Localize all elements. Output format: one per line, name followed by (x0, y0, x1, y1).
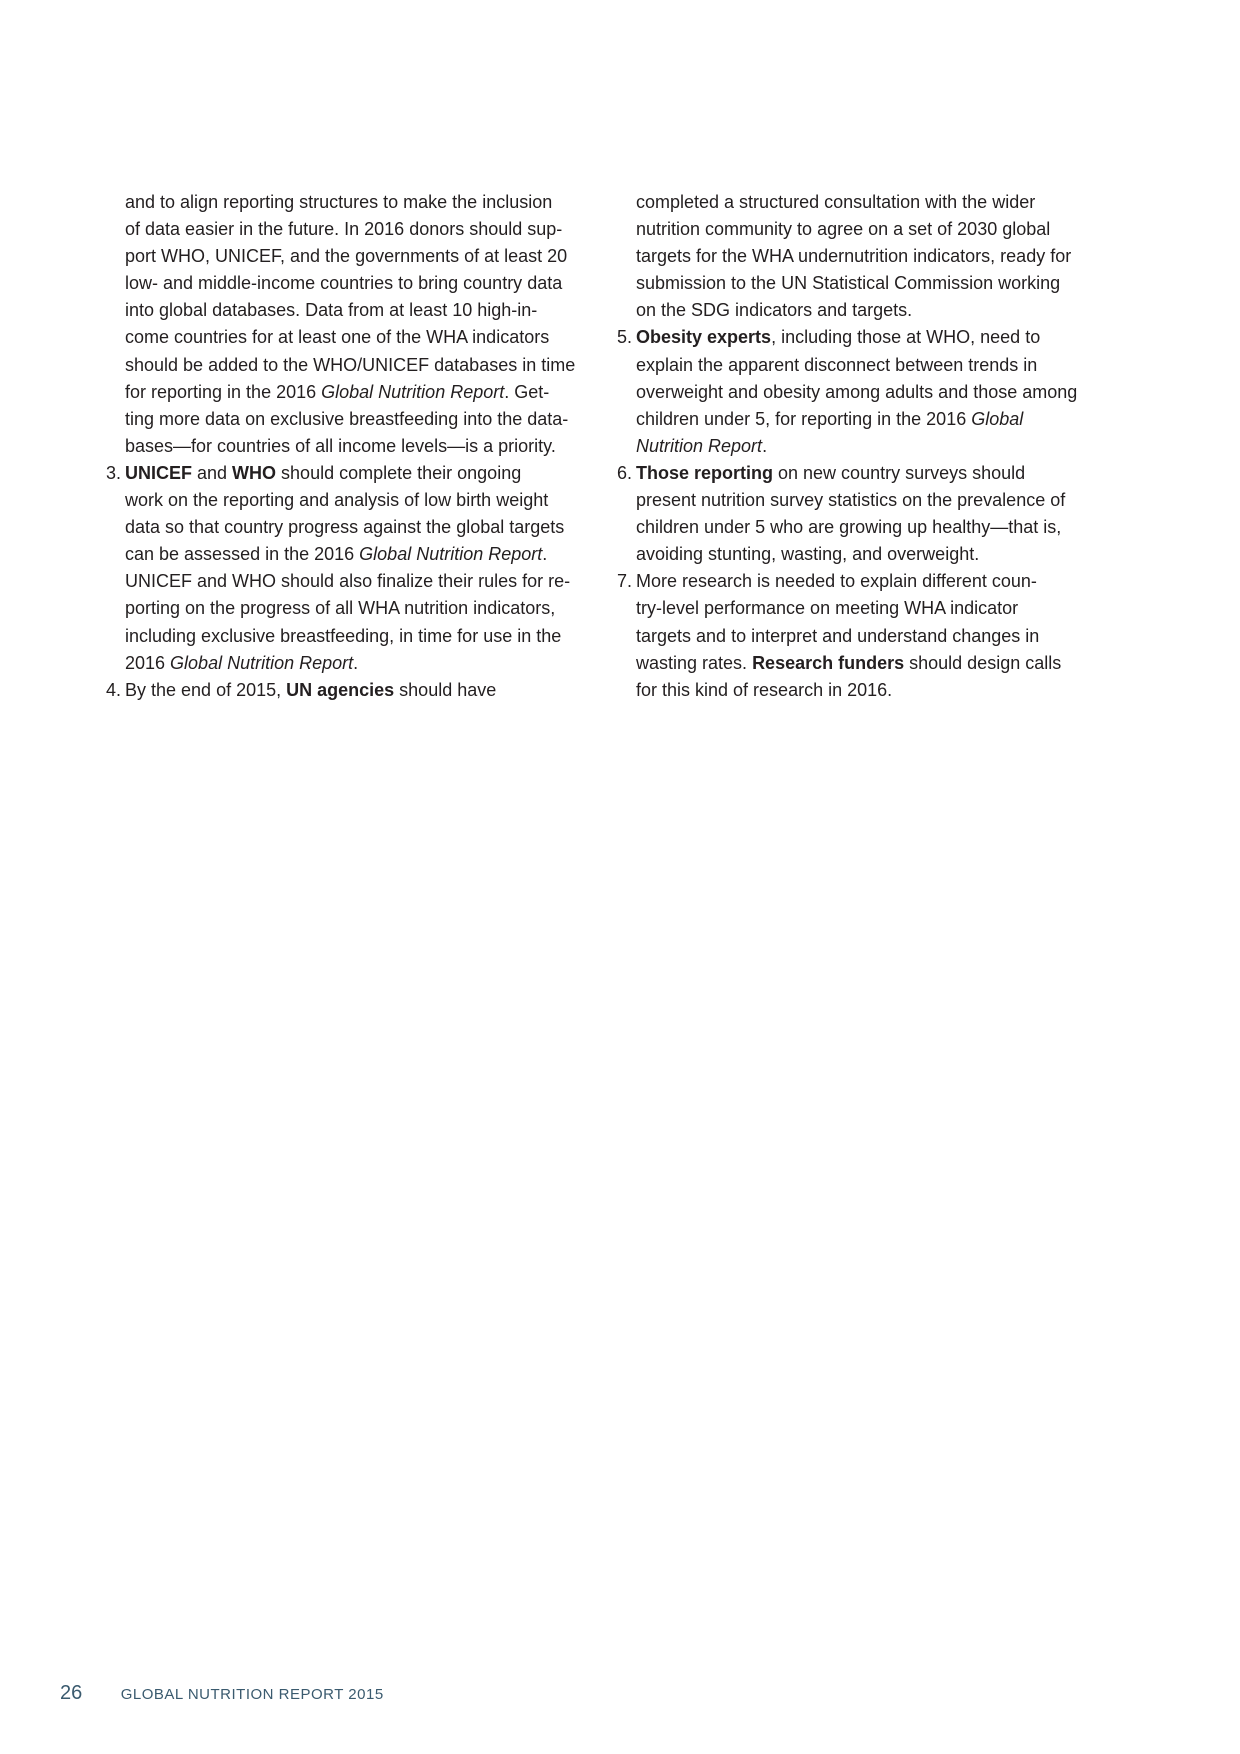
text-segment: for this kind of research in 2016. (636, 679, 893, 700)
text-line (125, 487, 582, 514)
text-line (636, 324, 1094, 351)
bold-text: Those reporting (636, 462, 774, 483)
text-segment: completed a structured consultation with the wider (636, 192, 1036, 212)
italic-text: Nutrition Report (636, 435, 763, 456)
text-segment: submission to the UN Statistical Commission working (636, 273, 1061, 294)
text-segment: should be added to the WHO/UNICEF databases in time (125, 354, 576, 375)
text-line (636, 460, 1094, 487)
text-line (636, 352, 1094, 379)
list-item (616, 568, 1094, 703)
text-segment: data so that country progress against the global targets (125, 517, 565, 538)
text-line (125, 460, 582, 487)
text-line (125, 568, 582, 595)
text-segment: bases—for countries of all income levels—is a priority. (125, 435, 556, 456)
text-line (125, 595, 582, 622)
text-segment: and (192, 462, 233, 483)
text-segment: and to align reporting structures to make the inclusion (125, 192, 553, 212)
list-number: 4. (105, 679, 121, 700)
text-line (636, 514, 1094, 541)
text-segment: targets for the WHA undernutrition indicators, ready for (636, 246, 1072, 267)
text-segment: should design calls (904, 652, 1062, 673)
text-line (125, 189, 582, 216)
text-segment: UNICEF and WHO should also finalize their rules for re- (125, 571, 571, 592)
list-number: 3. (105, 462, 121, 483)
list-item (616, 460, 1094, 568)
text-line (636, 487, 1094, 514)
italic-text: Global (971, 408, 1024, 429)
text-segment: should have (394, 679, 497, 700)
text-line (125, 270, 582, 297)
text-segment: children under 5 who are growing up healthy—that is, (636, 517, 1062, 538)
text-line (636, 189, 1094, 216)
paragraph (636, 189, 1094, 324)
text-segment: . (762, 435, 768, 456)
text-line (125, 406, 582, 433)
text-line (125, 541, 582, 568)
text-segment: for reporting in the 2016 (125, 381, 322, 402)
text-line (125, 677, 582, 704)
text-line (636, 568, 1094, 595)
text-segment: into global databases. Data from at least 10 high-in- (125, 300, 538, 321)
text-line (125, 379, 582, 406)
text-segment: porting on the progress of all WHA nutrition indicators, (125, 598, 556, 619)
text-segment: overweight and obesity among adults and those among (636, 381, 1078, 402)
text-line (636, 406, 1094, 433)
text-line (125, 433, 582, 460)
text-segment: children under 5, for reporting in the 2016 (636, 408, 972, 429)
text-line (636, 677, 1094, 704)
text-line (636, 541, 1094, 568)
bold-text: WHO (232, 462, 277, 483)
running-title: GLOBAL NUTRITION REPORT 2015 (120, 1686, 384, 1703)
text-line (636, 623, 1094, 650)
text-segment: By the end of 2015, (125, 679, 287, 700)
text-line (636, 243, 1094, 270)
text-segment: low- and middle-income countries to bring country data (125, 273, 563, 294)
text-segment: explain the apparent disconnect between trends in (636, 354, 1038, 375)
text-segment: can be assessed in the 2016 (125, 544, 360, 565)
text-segment: port WHO, UNICEF, and the governments of at least 20 (125, 246, 568, 267)
text-line (125, 243, 582, 270)
text-line (125, 623, 582, 650)
italic-text: Global Nutrition Report (170, 652, 354, 673)
page-number: 26 (60, 1682, 83, 1704)
text-segment: . (353, 652, 359, 673)
text-segment: . (542, 544, 548, 565)
text-segment: targets and to interpret and understand changes in (636, 625, 1040, 646)
text-line (636, 650, 1094, 677)
list-item (105, 460, 582, 677)
text-segment: ting more data on exclusive breastfeeding into the data- (125, 408, 569, 429)
text-segment: should complete their ongoing (276, 462, 522, 483)
list-number: 7. (616, 571, 632, 592)
text-segment: More research is needed to explain different coun- (636, 571, 1037, 592)
paragraph (125, 189, 582, 460)
text-segment: avoiding stunting, wasting, and overweight. (636, 544, 980, 565)
text-line (125, 297, 582, 324)
text-line (636, 379, 1094, 406)
list-number: 6. (616, 462, 632, 483)
text-line (125, 324, 582, 351)
list-number: 5. (616, 327, 632, 348)
italic-text: Global Nutrition Report (359, 544, 543, 565)
right-column (616, 189, 1094, 704)
text-line (636, 595, 1094, 622)
text-segment: of data easier in the future. In 2016 donors should sup- (125, 219, 563, 240)
text-segment: wasting rates. (636, 652, 753, 673)
text-segment: on new country surveys should (773, 462, 1026, 483)
text-line (636, 270, 1094, 297)
bold-text: UN agencies (286, 679, 395, 700)
text-line (125, 216, 582, 243)
text-line (125, 352, 582, 379)
text-line (636, 433, 1094, 460)
text-line (636, 297, 1094, 324)
bold-text: Obesity experts (636, 327, 772, 348)
bold-text: Research funders (752, 652, 905, 673)
text-segment: come countries for at least one of the WHA indicators (125, 327, 550, 348)
list-item (616, 324, 1094, 459)
text-line (125, 514, 582, 541)
bold-text: UNICEF (125, 462, 192, 483)
page-footer (60, 1682, 384, 1705)
text-segment: present nutrition survey statistics on the prevalence of (636, 490, 1066, 511)
text-segment: . Get- (504, 381, 550, 402)
text-segment: 2016 (125, 652, 171, 673)
text-segment: work on the reporting and analysis of low birth weight (125, 490, 549, 511)
text-segment: , including those at WHO, need to (771, 327, 1041, 348)
text-segment: nutrition community to agree on a set of 2030 global (636, 219, 1051, 240)
text-segment: on the SDG indicators and targets. (636, 300, 913, 321)
text-line (636, 216, 1094, 243)
italic-text: Global Nutrition Report (321, 381, 505, 402)
text-segment: try-level performance on meeting WHA indicator (636, 598, 1019, 619)
list-item (105, 677, 582, 704)
text-segment: including exclusive breastfeeding, in time for use in the (125, 625, 562, 646)
text-line (125, 650, 582, 677)
left-column (105, 189, 582, 704)
